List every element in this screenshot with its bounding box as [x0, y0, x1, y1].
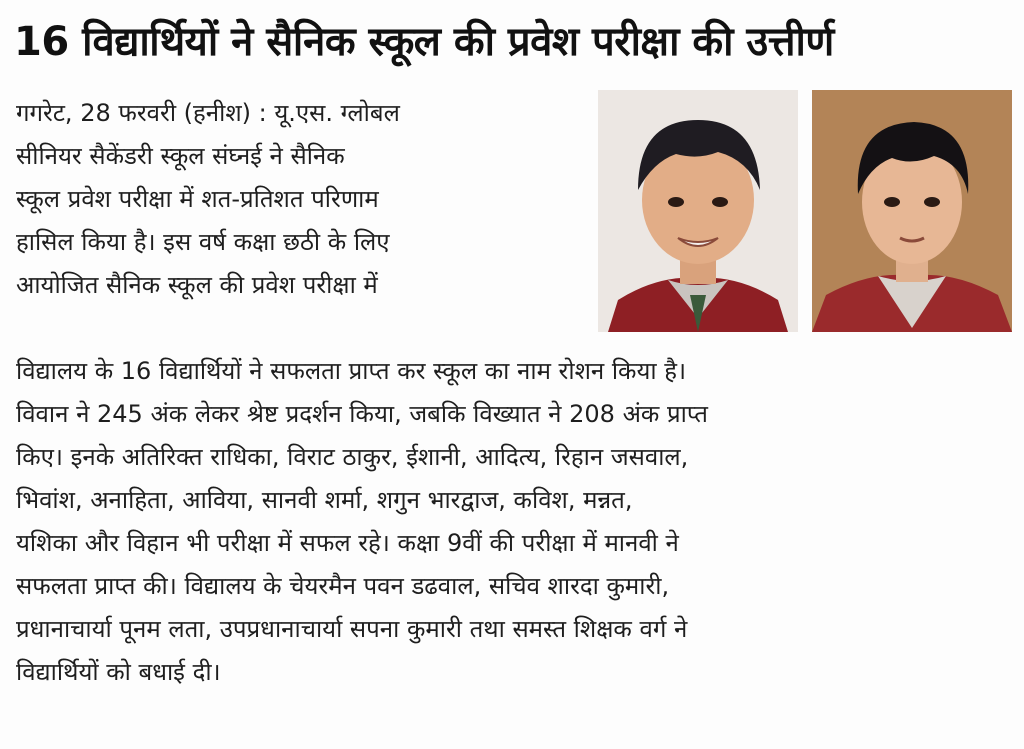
text-line: किए। इनके अतिरिक्त राधिका, विराट ठाकुर, ईशानी, आदित्य, रिहान जसवाल, — [16, 443, 689, 471]
text-line: सफलता प्राप्त की। विद्यालय के चेयरमैन पवन डढवाल, सचिव शारदा कुमारी, — [16, 572, 670, 600]
text-line: गगरेट, 28 फरवरी (हनीश) : यू.एस. ग्लोबल — [16, 99, 400, 127]
text-line: प्रधानाचार्या पूनम लता, उपप्रधानाचार्या सपना कुमारी तथा समस्त शिक्षक वर्ग ने — [16, 615, 688, 643]
text-line: सीनियर सैकेंडरी स्कूल संघ्नई ने सैनिक — [16, 142, 345, 170]
article-body-bottom — [16, 350, 1014, 694]
headline: 16 विद्यार्थियों ने सैनिक स्कूल की प्रवेश परीक्षा की उत्तीर्ण — [14, 19, 834, 65]
student-photo-right — [812, 90, 1012, 332]
student-portrait-image — [812, 90, 1012, 332]
text-line: भिवांश, अनाहिता, आविया, सानवी शर्मा, शगुन भारद्वाज, कविश, मन्नत, — [16, 486, 633, 514]
text-line: हासिल किया है। इस वर्ष कक्षा छठी के लिए — [16, 228, 390, 256]
text-line: स्कूल प्रवेश परीक्षा में शत-प्रतिशत परिणाम — [16, 185, 379, 213]
text-line: यशिका और विहान भी परीक्षा में सफल रहे। कक्षा 9वीं की परीक्षा में मानवी ने — [16, 529, 679, 557]
student-photo-left — [598, 90, 798, 332]
text-line: विद्यार्थियों को बधाई दी। — [16, 658, 221, 686]
article-body-top — [16, 92, 596, 307]
text-line: विवान ने 245 अंक लेकर श्रेष्ट प्रदर्शन किया, जबकि विख्यात ने 208 अंक प्राप्त — [16, 400, 708, 428]
text-line: आयोजित सैनिक स्कूल की प्रवेश परीक्षा में — [16, 271, 378, 299]
student-portrait-image — [598, 90, 798, 332]
text-line: विद्यालय के 16 विद्यार्थियों ने सफलता प्राप्त कर स्कूल का नाम रोशन किया है। — [16, 357, 687, 385]
